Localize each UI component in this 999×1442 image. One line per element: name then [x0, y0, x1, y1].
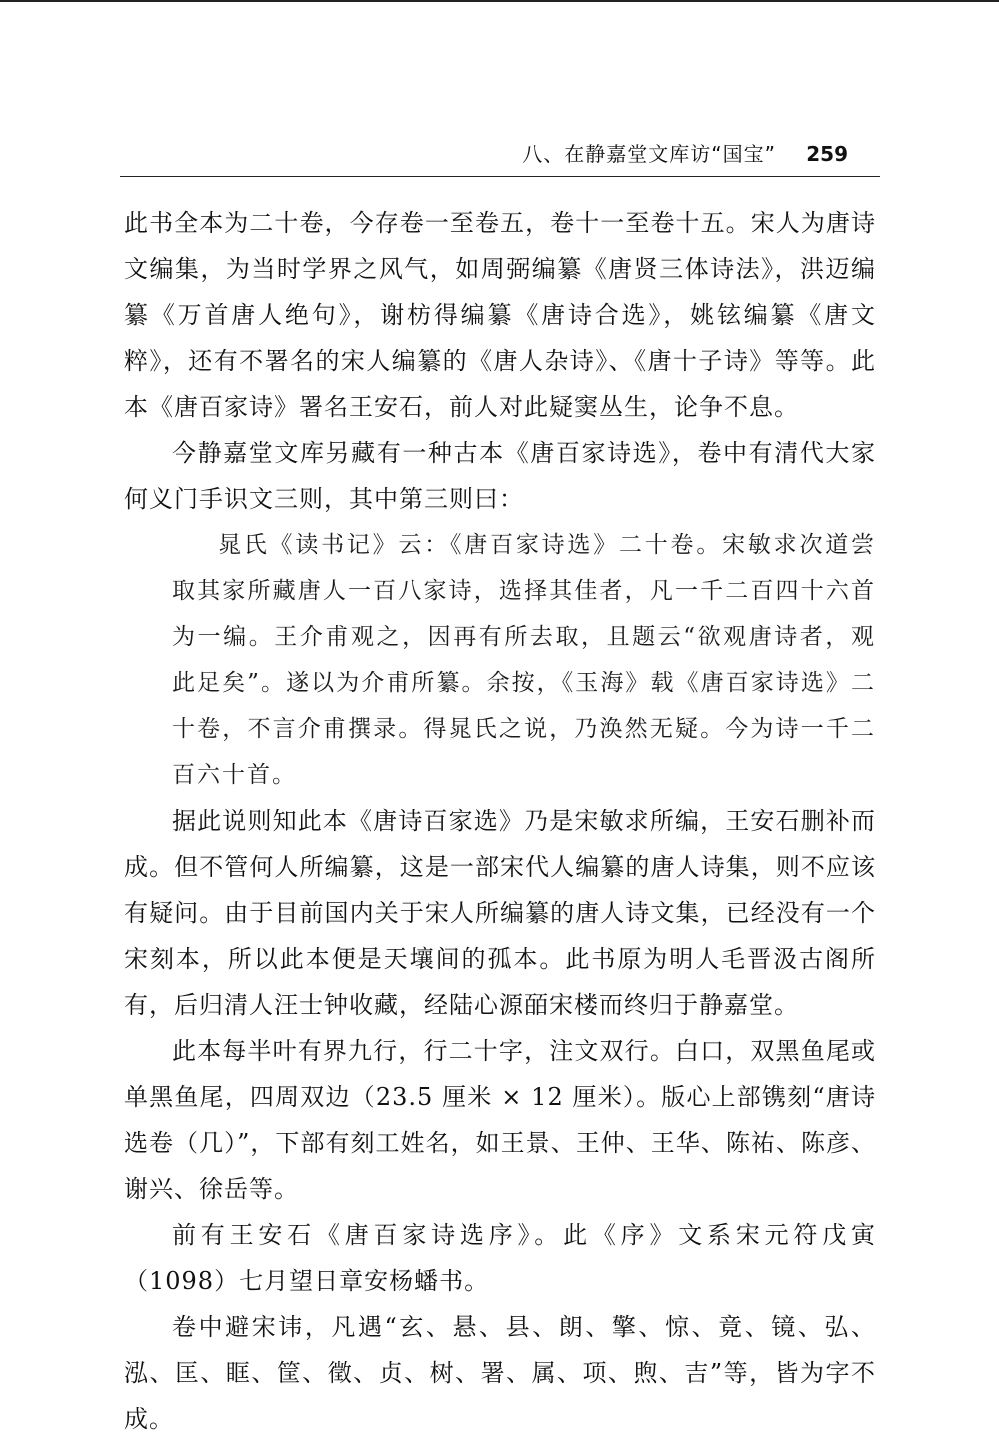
page-number: 259 — [806, 142, 848, 166]
paragraph-4: 此本每半叶有界九行，行二十字，注文双行。白口，双黑鱼尾或单黑鱼尾，四周双边（23.5 厘米 × 12 厘米）。版心上部镌刻“唐诗选卷（几）”，下部有刻工姓名，如王景、王仲、王华、陈祐、陈彦、谢兴、徐岳等。 — [124, 1037, 876, 1203]
paragraph-3: 据此说则知此本《唐诗百家选》乃是宋敏求所编，王安石删补而成。但不管何人所编纂，这是一部宋代人编纂的唐人诗集，则不应该有疑问。由于目前国内关于宋人所编纂的唐人诗文集，已经没有一个宋刻本，所以此本便是天壤间的孤本。此书原为明人毛晋汲古阁所有，后归清人汪士钟收藏，经陆心源皕宋楼而终归于静嘉堂。 — [124, 807, 876, 1019]
top-border-rule — [0, 0, 999, 2]
paragraph-2: 今静嘉堂文库另藏有一种古本《唐百家诗选》，卷中有清代大家何义门手识文三则，其中第三则曰： — [124, 439, 876, 513]
body-text — [124, 200, 876, 1442]
block-quote: 晁氏《读书记》云：《唐百家诗选》二十卷。宋敏求次道尝取其家所藏唐人一百八家诗，选择其佳者，凡一千二百四十六首为一编。王介甫观之，因再有所去取，且题云“欲观唐诗者，观此足矣”。遂以为介甫所纂。余按，《玉海》载《唐百家诗选》二十卷，不言介甫撰录。得晁氏之说，乃涣然无疑。今为诗一千二百六十首。 — [172, 532, 876, 788]
paragraph-6: 卷中避宋讳，凡遇“玄、悬、县、朗、擎、惊、竟、镜、弘、泓、匡、眶、筐、徵、贞、树、署、属、项、煦、吉”等，皆为字不成。 — [124, 1313, 876, 1433]
paragraph-1: 此书全本为二十卷，今存卷一至卷五，卷十一至卷十五。宋人为唐诗文编集，为当时学界之风气，如周弼编纂《唐贤三体诗法》，洪迈编纂《万首唐人绝句》，谢枋得编纂《唐诗合选》，姚铉编纂《唐文粹》，还有不署名的宋人编纂的《唐人杂诗》、《唐十子诗》等等。此本《唐百家诗》署名王安石，前人对此疑窦丛生，论争不息。 — [124, 209, 876, 421]
running-header — [120, 140, 880, 177]
section-title: 八、在静嘉堂文库访“国宝” — [522, 142, 776, 166]
paragraph-5: 前有王安石《唐百家诗选序》。此《序》文系宋元符戊寅（1098）七月望日章安杨蟠书。 — [124, 1221, 876, 1295]
